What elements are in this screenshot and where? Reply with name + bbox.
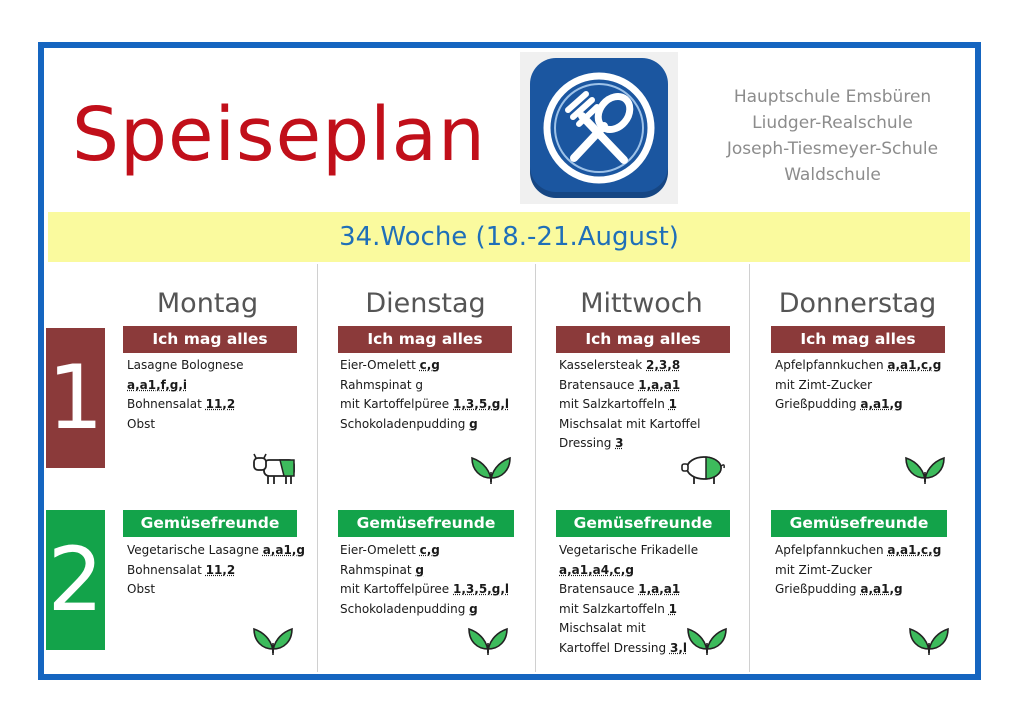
menu-item xyxy=(127,356,312,376)
allergen-codes: a,a1,a4,c,g xyxy=(559,562,634,577)
dish-text: Apfelpfannkuchen xyxy=(775,358,888,372)
allergen-codes: 3,l xyxy=(669,640,687,655)
dish-text: Rahmspinat xyxy=(340,562,416,577)
dish-text: mit Zimt-Zucker xyxy=(775,562,873,577)
week-banner: 34.Woche (18.-21.August) xyxy=(48,212,970,262)
menu-item xyxy=(559,356,744,376)
leaves-icon xyxy=(908,625,950,655)
dish-text: mit Salzkartoffeln xyxy=(559,397,669,411)
menu-item xyxy=(559,415,744,435)
menu-item xyxy=(340,415,530,435)
column-divider xyxy=(749,264,750,672)
menu-item xyxy=(340,356,530,376)
line2-label: Gemüsefreunde xyxy=(338,510,514,537)
page-title: Speiseplan xyxy=(72,92,486,178)
menu-item xyxy=(775,356,965,376)
allergen-codes: 11,2 xyxy=(205,397,236,411)
menu-item xyxy=(127,541,312,561)
menu-line-2-number: 2 xyxy=(46,510,105,650)
menu-tuesday-line1 xyxy=(340,356,530,434)
allergen-codes: 3 xyxy=(615,436,624,450)
allergen-codes: a,a1,c,g xyxy=(887,358,942,372)
menu-item xyxy=(559,376,744,396)
dish-text: mit Salzkartoffeln xyxy=(559,601,669,616)
dish-text: Rahmspinat g xyxy=(340,377,424,392)
allergen-codes: 2,3,8 xyxy=(646,358,681,372)
menu-item xyxy=(127,395,312,415)
allergen-codes: a,a1,f,g,i xyxy=(127,377,188,392)
dish-text: Vegetarische Frikadelle xyxy=(559,543,699,557)
allergen-codes: g xyxy=(469,601,478,616)
menu-item xyxy=(775,541,965,561)
leaves-icon xyxy=(252,625,294,655)
allergen-codes: c,g xyxy=(419,543,440,557)
menu-item xyxy=(559,395,744,415)
allergen-codes: a,a1,g xyxy=(860,397,903,411)
logo-badge xyxy=(530,58,668,198)
dish-text: Bohnensalat xyxy=(127,562,206,577)
menu-item xyxy=(340,395,530,415)
logo xyxy=(520,52,678,204)
pig-icon xyxy=(680,452,726,486)
cutlery-icon xyxy=(530,58,668,198)
line1-label: Ich mag alles xyxy=(338,326,512,353)
menu-item xyxy=(127,580,312,600)
dish-text: Obst xyxy=(127,416,156,431)
column-divider xyxy=(317,264,318,672)
allergen-codes: a,a1,g xyxy=(860,582,903,596)
dish-text: Vegetarische Lasagne xyxy=(127,543,263,557)
dish-text: Eier-Omelett xyxy=(340,358,420,372)
menu-item xyxy=(559,434,744,454)
line1-label: Ich mag alles xyxy=(123,326,297,353)
school-name: Waldschule xyxy=(784,165,881,185)
line1-label: Ich mag alles xyxy=(556,326,730,353)
menu-item xyxy=(340,541,530,561)
allergen-codes: c,g xyxy=(419,358,440,372)
menu-item xyxy=(775,580,965,600)
line2-label: Gemüsefreunde xyxy=(771,510,947,537)
dish-text: Obst xyxy=(127,582,156,596)
menu-item xyxy=(340,376,530,396)
dish-text: Grießpudding xyxy=(775,582,861,596)
dish-text: Eier-Omelett xyxy=(340,543,420,557)
day-heading-wednesday: Mittwoch xyxy=(580,288,703,319)
leaves-icon xyxy=(470,454,512,484)
dish-text: Kartoffel Dressing xyxy=(559,640,670,655)
allergen-codes: 1,3,5,g,l xyxy=(453,397,509,411)
allergen-codes: 1,a,a1 xyxy=(638,582,681,596)
allergen-codes: 1 xyxy=(668,601,677,616)
menu-line-1-number: 1 xyxy=(46,328,105,468)
dish-text: mit Kartoffelpüree xyxy=(340,397,453,411)
menu-item xyxy=(127,376,312,396)
allergen-codes: 1,a,a1 xyxy=(638,377,681,392)
menu-item xyxy=(559,580,744,600)
menu-tuesday-line2 xyxy=(340,541,530,619)
dish-text: mit Zimt-Zucker xyxy=(775,377,873,392)
menu-item xyxy=(127,561,312,581)
allergen-codes: a,a1,c,g xyxy=(887,543,942,557)
menu-item xyxy=(775,395,965,415)
column-divider xyxy=(535,264,536,672)
menu-item xyxy=(775,376,965,396)
dish-text: Bratensauce xyxy=(559,377,639,392)
dish-text: Bohnensalat xyxy=(127,397,206,411)
dish-text: mit Kartoffelpüree xyxy=(340,582,453,596)
leaves-icon xyxy=(467,625,509,655)
school-list xyxy=(700,84,965,188)
menu-item xyxy=(340,600,530,620)
line2-label: Gemüsefreunde xyxy=(123,510,297,537)
dish-text: Bratensauce xyxy=(559,582,639,596)
dish-text: Mischsalat mit Kartoffel xyxy=(559,416,701,431)
day-heading-tuesday: Dienstag xyxy=(365,288,486,319)
school-name: Joseph-Tiesmeyer-Schule xyxy=(726,139,939,159)
allergen-codes: 11,2 xyxy=(205,562,236,577)
menu-item xyxy=(559,541,744,561)
allergen-codes: g xyxy=(469,416,478,431)
day-heading-thursday: Donnerstag xyxy=(778,288,937,319)
menu-item xyxy=(775,561,965,581)
school-name: Hauptschule Emsbüren xyxy=(733,87,932,107)
menu-item xyxy=(127,415,312,435)
menu-wednesday-line1 xyxy=(559,356,744,454)
menu-monday-line2 xyxy=(127,541,312,600)
cow-icon xyxy=(252,452,300,486)
dish-text: Mischsalat mit xyxy=(559,621,646,635)
menu-item xyxy=(340,580,530,600)
dish-text: Grießpudding xyxy=(775,397,861,411)
menu-thursday-line2 xyxy=(775,541,965,600)
menu-thursday-line1 xyxy=(775,356,965,415)
school-name: Liudger-Realschule xyxy=(752,113,913,133)
menu-item xyxy=(559,561,744,581)
line1-label: Ich mag alles xyxy=(771,326,945,353)
allergen-codes: 1 xyxy=(668,397,677,411)
allergen-codes: 1,3,5,g,l xyxy=(453,582,509,596)
menu-item xyxy=(340,561,530,581)
allergen-codes: a,a1,g xyxy=(262,543,305,557)
day-heading-monday: Montag xyxy=(156,288,259,319)
leaves-icon xyxy=(686,625,728,655)
leaves-icon xyxy=(904,454,946,484)
line2-label: Gemüsefreunde xyxy=(556,510,730,537)
dish-text: Schokoladenpudding xyxy=(340,601,470,616)
menu-item xyxy=(559,600,744,620)
dish-text: Dressing xyxy=(559,436,616,450)
allergen-codes: g xyxy=(415,562,424,577)
dish-text: Apfelpfannkuchen xyxy=(775,543,888,557)
dish-text: Kasselersteak xyxy=(559,358,647,372)
dish-text: Lasagne Bolognese xyxy=(127,358,244,372)
menu-monday-line1 xyxy=(127,356,312,434)
dish-text: Schokoladenpudding xyxy=(340,416,470,431)
